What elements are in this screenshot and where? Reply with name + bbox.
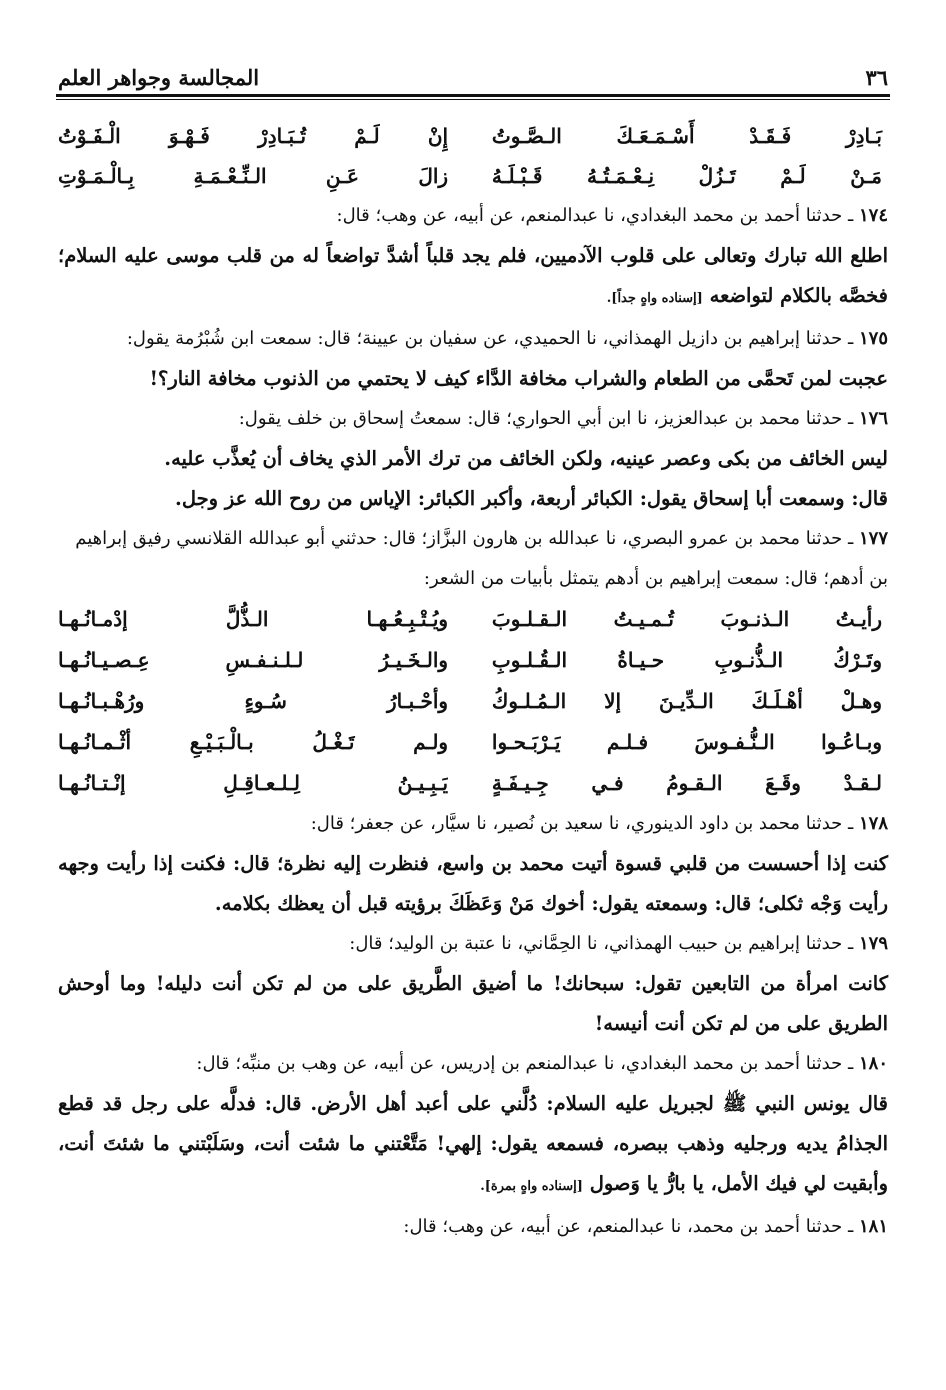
isnad (58, 924, 888, 964)
matn-continued: قال: وسمعت أبا إسحاق يقول: الكبائر أربعة، وأكبر الكبائر: الإياس من روح الله عز وجل. (175, 487, 888, 510)
verse-row (58, 722, 888, 763)
hadith-number: ١٧٧ (858, 528, 888, 549)
matn-text: اطلع الله تبارك وتعالى على قلوب الآدميين، فلم يجد قلباً أشدَّ تواضعاً له من قلب موسى عليه السلام؛ فخصَّه بالكلام لتواضعه (58, 244, 888, 307)
matn: عجبت لمن تَحمَّى من الطعام والشراب مخافة الدَّاء كيف لا يحتمي من الذنوب مخافة النار؟! (149, 367, 888, 390)
hadith-180 (58, 1044, 888, 1207)
verse-row (58, 116, 888, 156)
matn (58, 1084, 888, 1207)
verse-second-hemistich: يَـبِـيـنُ لِـلـعـاقِـلِ إنْـتـانُـهـا (58, 771, 449, 795)
header-rule (56, 94, 890, 100)
poem-1 (58, 116, 888, 196)
verse-first-hemistich: لـقـدْ وقَـعَ الـقـومُ فـي جِـيـفَـةٍ (491, 771, 882, 795)
hadith-177 (58, 519, 888, 599)
hadith-179 (58, 924, 888, 1044)
isnad (58, 804, 888, 844)
hadith-number: ١٨١ (858, 1216, 888, 1237)
verse-row (58, 763, 888, 804)
hadith-number: ١٧٨ (858, 813, 888, 834)
verse-second-hemistich: وأحْـبـارُ سُـوءٍ ورُهْـبـانُـهـا (58, 689, 449, 713)
isnad (58, 1207, 888, 1247)
isnad-grading: [إسناده واهٍ جداً]. (606, 291, 703, 306)
verse-second-hemistich: ولـم تَـغْـلُ بـالْـبَـيْـعِ أثْـمـانُـهـا (58, 730, 449, 754)
matn-text: قال يونس النبي ﷺ لجبريل عليه السلام: دُلَّني على أعبد أهل الأرض. قال: فدلَّه على رجل قد قطع الجذامُ يديه ورجليه وذهب ببصره، فسمعه يقول: إلهي! مَتَّعْتني ما شئت أنت، وسَلَبْتني ما شئتَ أنت، وأبقيت لي فيك الأمل، يا بارُّ يا وَصول (58, 1092, 888, 1195)
isnad-grading: [إسناده واهٍ بمرة]. (480, 1179, 583, 1194)
book-title: المجالسة وجواهر العلم (58, 65, 260, 90)
isnad-text: ـ حدثنا أحمد بن محمد، نا عبدالمنعم، عن أبيه، عن وهب؛ قال: (403, 1216, 859, 1237)
verse-first-hemistich: وتَـرْكُ الـذُّنـوبِ حـيـاةُ الـقُـلـوبِ (491, 648, 882, 672)
hadith-178 (58, 804, 888, 924)
verse-second-hemistich: والـخَـيـرُ لـلـنـفـسِ عِـصـيـانُـهـا (58, 648, 449, 672)
isnad (58, 1044, 888, 1084)
verse-first-hemistich: مَـنْ لَـمْ تَـزُلْ نِـعْـمَـتُـهُ قَـبْـلَـهُ (491, 164, 882, 188)
hadith-number: ١٧٤ (858, 205, 888, 226)
verse-first-hemistich: وبـاعُـوا الـنُّـفـوسَ فـلـم يَـرْبَـحـوا (491, 730, 882, 754)
hadith-176 (58, 399, 888, 519)
poem-2 (58, 599, 888, 804)
verse-row (58, 599, 888, 640)
hadith-number: ١٧٥ (858, 328, 888, 349)
isnad-text: ـ حدثنا محمد بن داود الدينوري، نا سعيد بن نُصير، نا سيَّار، عن جعفر؛ قال: (310, 813, 859, 834)
page-header (58, 56, 888, 90)
verse-second-hemistich: إِنْ لَـمْ تُـبَـادِرْ فَـهْـوَ الْـفَـوْتُ (58, 124, 449, 148)
hadith-number: ١٧٩ (858, 933, 888, 954)
isnad-text: ـ حدثنا محمد بن عبدالعزيز، نا ابن أبي الحواري؛ قال: سمعتُ إسحاق بن خلف يقول: (238, 408, 859, 429)
verse-first-hemistich: بَـادِرْ فَـقَـدْ أَسْـمَـعَـكَ الـصَّـوتُ (491, 124, 882, 148)
isnad-text: ـ حدثنا أحمد بن محمد البغدادي، نا عبدالمنعم، عن أبيه، عن وهب؛ قال: (336, 205, 859, 226)
isnad (58, 519, 888, 599)
hadith-number: ١٨٠ (858, 1053, 888, 1074)
matn (58, 236, 888, 319)
verse-row (58, 681, 888, 722)
hadith-181 (58, 1207, 888, 1247)
isnad (58, 196, 888, 236)
verse-second-hemistich: زالَ عَـنِ الـنِّـعْـمَـةِ بِـالْـمَـوْتِ (58, 164, 449, 188)
hadith-number: ١٧٦ (858, 408, 888, 429)
verse-first-hemistich: وهـلْ أهْـلَـكَ الـدِّيـنَ إلا الـمُـلـوكُ (491, 689, 882, 713)
verse-row (58, 156, 888, 196)
verse-second-hemistich: ويُـتْـبِـعُـهـا الـذُّلَّ إدْمـانُـهـا (58, 607, 449, 631)
isnad-text: ـ حدثنا إبراهيم بن حبيب الهمذاني، نا الحِمَّاني، نا عتبة بن الوليد؛ قال: (349, 933, 859, 954)
isnad (58, 399, 888, 439)
matn: ليس الخائف من بكى وعصر عينيه، ولكن الخائف من ترك الأمر الذي يخاف أن يُعذَّب عليه. (164, 447, 888, 470)
verse-first-hemistich: رأيـتُ الـذنـوبَ تُـمـيـتُ الـقـلـوبَ (491, 607, 882, 631)
isnad-text: ـ حدثنا أحمد بن محمد البغدادي، نا عبدالمنعم بن إدريس، عن أبيه، عن وهب بن منبِّه؛ قال: (196, 1053, 859, 1074)
isnad (58, 319, 888, 359)
page-number: ٣٦ (865, 65, 888, 90)
page-content (58, 116, 888, 1247)
matn: كنت إذا أحسست من قلبي قسوة أتيت محمد بن واسع، فنظرت إليه نظرة؛ قال: فكنت إذا رأيت وجهه رأيت وَجْه ثكلى؛ قال: وسمعته يقول: أخوك مَنْ وَعَظَكَ برؤيته قبل أن يعظك بكلامه. (58, 852, 888, 915)
isnad-text: ـ حدثنا محمد بن عمرو البصري، نا عبدالله بن هارون البزَّاز؛ قال: حدثني أبو عبدالله القلانسي رفيق إبراهيم بن أدهم؛ قال: سمعت إبراهيم بن أدهم يتمثل بأبيات من الشعر: (75, 528, 888, 589)
isnad-text: ـ حدثنا إبراهيم بن دازيل الهمذاني، نا الحميدي، عن سفيان بن عيينة؛ قال: سمعت ابن شُبْرُمة يقول: (126, 328, 859, 349)
hadith-175 (58, 319, 888, 399)
verse-row (58, 640, 888, 681)
hadith-174 (58, 196, 888, 319)
matn: كانت امرأة من التابعين تقول: سبحانك! ما أضيق الطَّريق على من لم تكن أنت دليله! وما أوحش الطريق على من لم تكن أنت أنيسه! (58, 972, 888, 1035)
